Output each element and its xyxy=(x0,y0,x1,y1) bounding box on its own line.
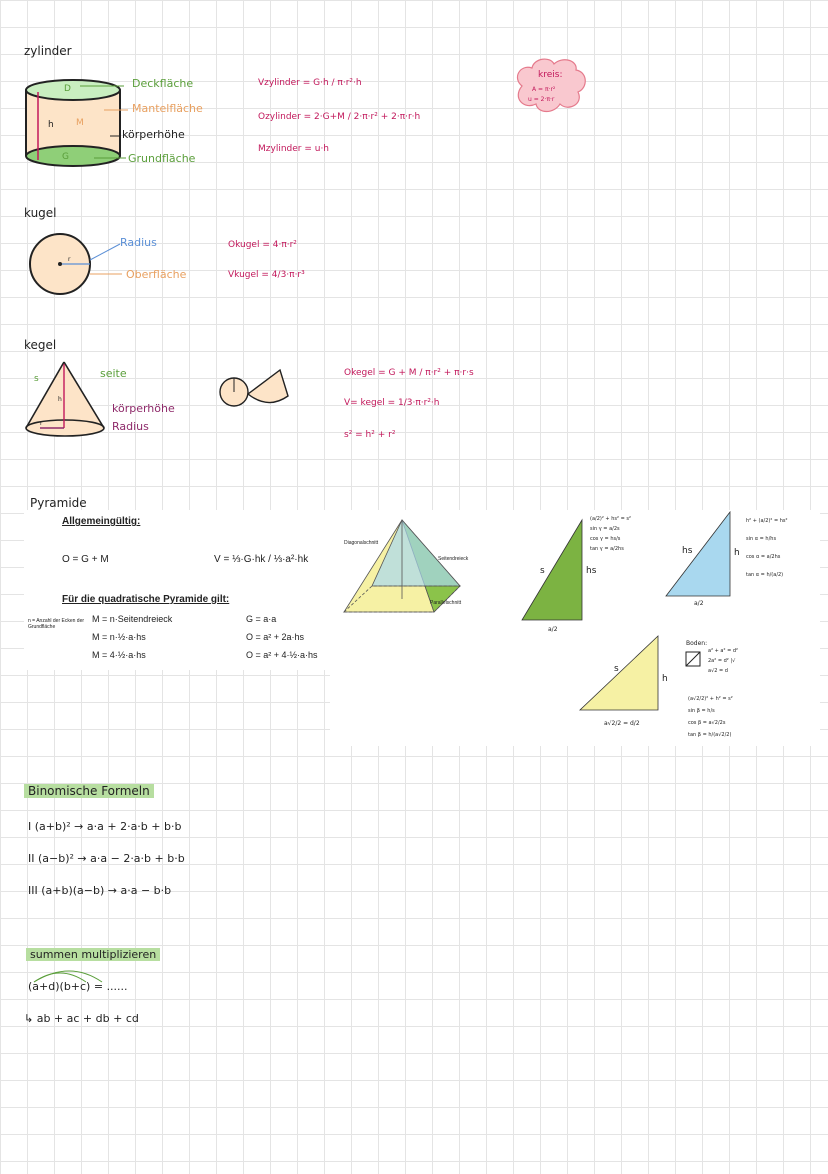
seite-label: seite xyxy=(100,367,127,380)
tri3-formula-3: tan β = h/(a√2/2) xyxy=(688,732,732,738)
pyramide-M2: M = n·½·a·hs xyxy=(92,632,146,642)
summen-result: ↳ ab + ac + db + cd xyxy=(24,1012,139,1025)
summen-title: summen multiplizieren xyxy=(26,948,160,961)
kegel-title: kegel xyxy=(24,338,57,352)
binom-formula-2: II (a−b)² → a·a − 2·a·b + b·b xyxy=(28,852,185,865)
cylinder-label-M: M xyxy=(76,118,84,128)
grundflaeche-label: Grundfläche xyxy=(128,152,196,165)
cone-label-h: h xyxy=(58,396,62,403)
tri3-label-d: a√2/2 = d/2 xyxy=(604,720,640,727)
oberflaeche-label: Oberfläche xyxy=(126,268,187,281)
tri2-formula-1: sin α = h/hs xyxy=(746,536,777,542)
cone-drawing xyxy=(22,356,112,446)
triangle-green xyxy=(520,516,590,626)
boden-formula-2: a√2 = d xyxy=(708,668,728,674)
tri2-label-hs: hs xyxy=(682,546,693,556)
tri3-formula-2: cos β = a√2/2s xyxy=(688,720,726,726)
pyramide-note: n = Anzahl der Ecken der Grundfläche xyxy=(28,618,85,630)
pyramide-M3: M = 4·½·a·hs xyxy=(92,650,146,660)
cylinder-leader-lines xyxy=(70,80,130,160)
pyramide-O-general: O = G + M xyxy=(62,554,109,565)
tri3-formula-1: sin β = h/s xyxy=(688,708,715,714)
tri1-formula-1: sin γ = a/2s xyxy=(590,526,620,532)
kreis-area: A = π·r² xyxy=(532,86,556,93)
cone-net-drawing xyxy=(218,366,298,416)
cylinder-label-G: G xyxy=(62,152,69,162)
tri3-formula-0: (a√2/2)² + h² = s² xyxy=(688,696,733,702)
diagonalschnitt-label: Diagonalschnitt xyxy=(344,540,379,546)
binom-formula-3: III (a+b)(a−b) → a·a − b·b xyxy=(28,884,172,897)
zylinder-mantel-formula: Mzylinder = u·h xyxy=(258,144,330,154)
kegel-volume-formula: V= kegel = 1/3·π·r²·h xyxy=(344,398,440,408)
sphere-label-r: r xyxy=(68,256,71,263)
kegel-koerperhoehe-label: körperhöhe xyxy=(112,402,175,415)
koerperhoehe-label: körperhöhe xyxy=(122,128,185,141)
radius-label: Radius xyxy=(120,236,157,249)
kegel-radius-label: Radius xyxy=(112,420,149,433)
seitendreieck-label: Seitendreieck xyxy=(438,556,469,562)
quadratisch-heading: Für die quadratische Pyramide gilt: xyxy=(62,594,230,605)
cone-label-r: r xyxy=(40,420,43,427)
pyramide-V-general: V = ⅓·G·hk / ⅓·a²·hk xyxy=(214,554,309,565)
tri2-formula-0: h² + (a/2)² = hs² xyxy=(746,518,788,524)
cone-label-s: s xyxy=(34,374,39,384)
tri1-formula-0: (a/2)² + hs² = s² xyxy=(590,516,631,522)
zylinder-title: zylinder xyxy=(24,44,72,58)
zylinder-volume-formula: Vzylinder = G·h / π·r²·h xyxy=(258,78,362,88)
summen-expression: (a+d)(b+c) = ...... xyxy=(28,980,128,993)
cylinder-label-D: D xyxy=(64,84,71,94)
allgemein-heading: Allgemeingültig: xyxy=(62,516,141,527)
tri3-label-h: h xyxy=(662,674,668,684)
pyramide-O1: O = a² + 2a·hs xyxy=(246,632,305,642)
pyramide-O2: O = a² + 4·½·a·hs xyxy=(246,650,318,660)
tri1-label-a2: a/2 xyxy=(548,626,558,633)
triangle-yellow xyxy=(578,632,688,712)
kugel-title: kugel xyxy=(24,206,57,220)
kegel-surface-formula: Okegel = G + M / π·r² + π·r·s xyxy=(344,368,474,378)
tri1-formula-3: tan γ = a/2hs xyxy=(590,546,624,552)
boden-formula-0: a² + a² = d² xyxy=(708,648,739,654)
zylinder-surface-formula: Ozylinder = 2·G+M / 2·π·r² + 2·π·r·h xyxy=(258,112,421,122)
tri1-label-s: s xyxy=(540,566,545,576)
tri2-label-a2: a/2 xyxy=(694,600,704,607)
binom-title: Binomische Formeln xyxy=(24,784,154,798)
tri2-label-h: h xyxy=(734,548,740,558)
tri1-label-hs: hs xyxy=(586,566,597,576)
kreis-circumference: u = 2·π·r xyxy=(528,96,555,103)
pyramid-drawing xyxy=(342,516,472,626)
pyramide-title: Pyramide xyxy=(30,496,87,510)
boden-formula-1: 2a² = d² |√ xyxy=(708,658,736,664)
tri2-formula-3: tan α = h/(a/2) xyxy=(746,572,784,578)
pyramide-M1: M = n·Seitendreieck xyxy=(92,614,173,624)
kreis-title: kreis: xyxy=(538,70,563,80)
boden-title: Boden: xyxy=(686,640,708,647)
pyramide-G: G = a·a xyxy=(246,614,277,624)
kegel-s-formula: s² = h² + r² xyxy=(344,430,396,440)
tri2-formula-2: cos α = a/2hs xyxy=(746,554,781,560)
mantelflaeche-label: Mantelfläche xyxy=(132,102,203,115)
parallelschnitt-label: Parallelschnitt xyxy=(430,600,462,606)
tri1-formula-2: cos γ = hs/s xyxy=(590,536,621,542)
kugel-volume-formula: Vkugel = 4/3·π·r³ xyxy=(228,270,305,280)
deckflaeche-label: Deckfläche xyxy=(132,77,194,90)
tri3-label-s: s xyxy=(614,664,619,674)
binom-formula-1: I (a+b)² → a·a + 2·a·b + b·b xyxy=(28,820,182,833)
cylinder-label-h: h xyxy=(48,120,54,130)
kugel-surface-formula: Okugel = 4·π·r² xyxy=(228,240,297,250)
